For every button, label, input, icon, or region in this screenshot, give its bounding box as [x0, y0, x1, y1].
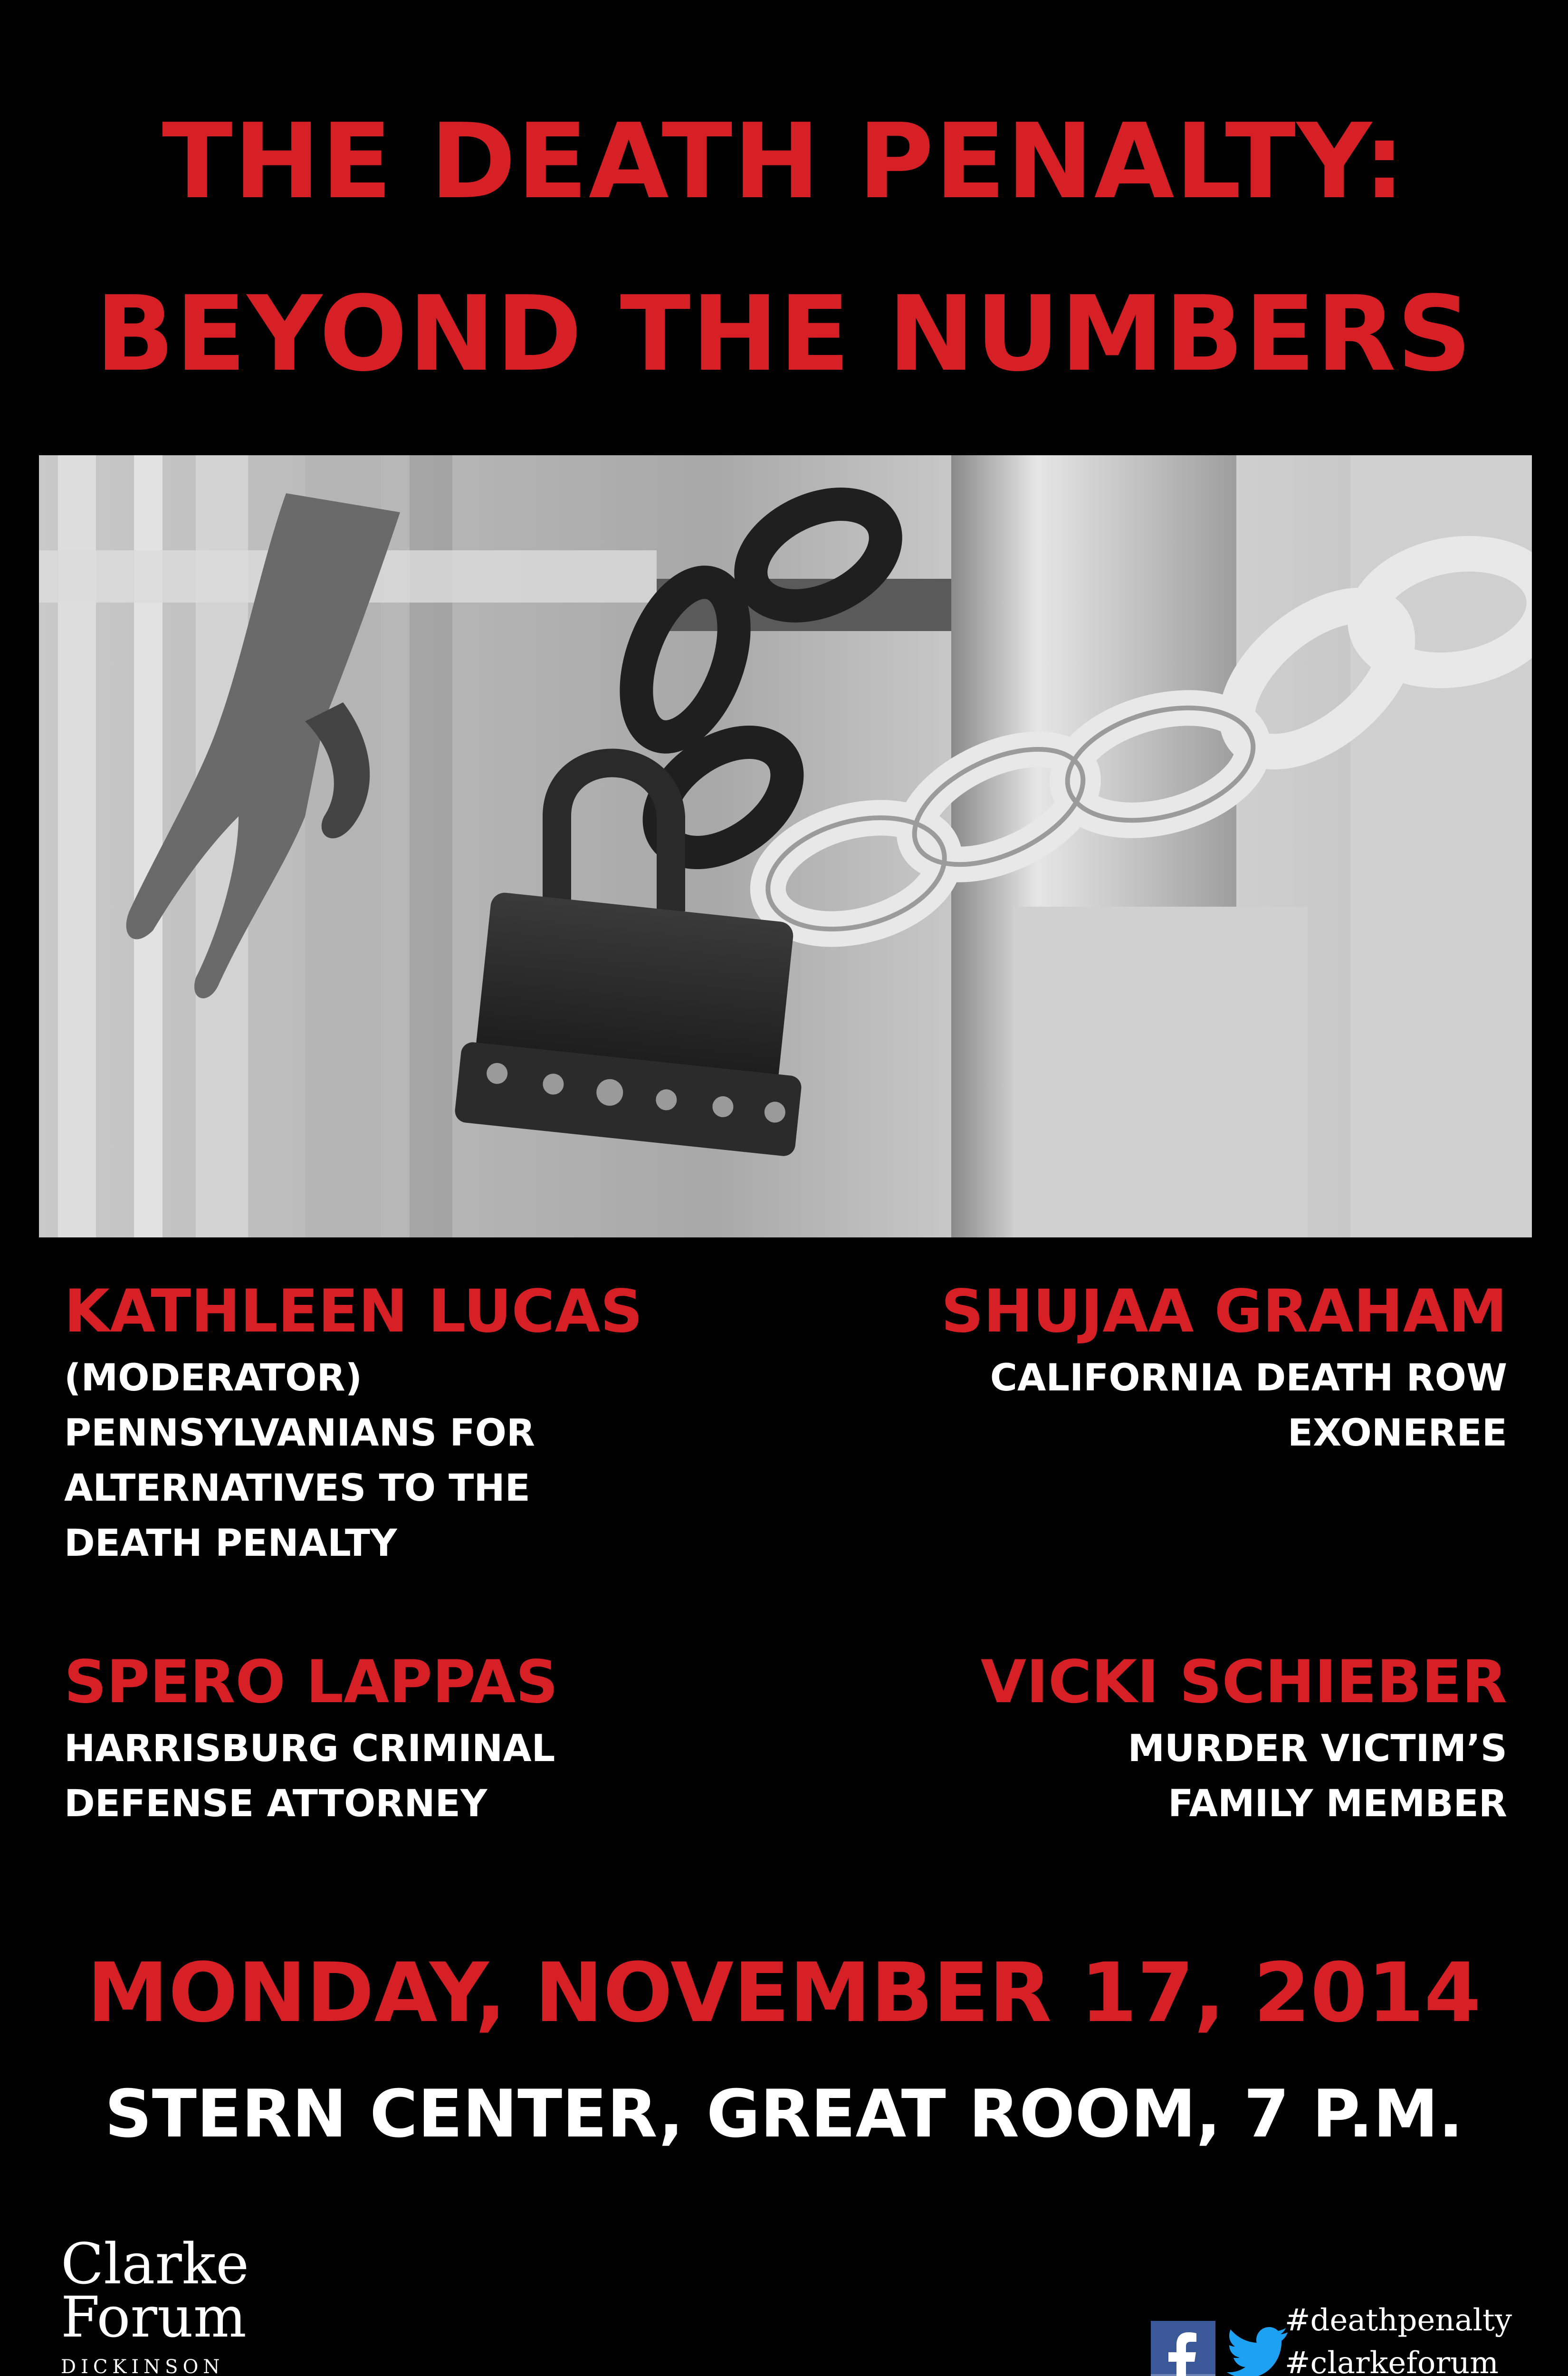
- speaker-card-vicki-schieber: [980, 1648, 1507, 1831]
- hashtags: [1285, 2299, 1512, 2376]
- speaker-role-line: EXONEREE: [1287, 1412, 1507, 1455]
- speaker-role-line: DEATH PENALTY: [64, 1522, 397, 1565]
- hashtag[interactable]: #deathpenalty: [1284, 2303, 1512, 2338]
- speaker-name: KATHLEEN LUCAS: [64, 1277, 643, 1346]
- speaker-name: VICKI SCHIEBER: [980, 1648, 1507, 1716]
- event-date: MONDAY, NOVEMBER 17, 2014: [87, 1945, 1481, 2041]
- logo-line-3: DICKINSON: [61, 2356, 225, 2376]
- speaker-role-line: PENNSYLVANIANS FOR: [64, 1412, 535, 1455]
- speaker-name: SHUJAA GRAHAM: [941, 1277, 1507, 1346]
- hashtag[interactable]: #clarkeforum: [1284, 2346, 1499, 2376]
- speaker-role-line: (MODERATOR): [64, 1357, 363, 1399]
- logo-line-2: Forum: [61, 2284, 247, 2350]
- speaker-name: SPERO LAPPAS: [64, 1648, 558, 1716]
- speaker-role-line: MURDER VICTIM’S: [1128, 1727, 1507, 1770]
- social-block: [1151, 2299, 1512, 2376]
- title-line-2: BEYOND THE NUMBERS: [95, 274, 1473, 394]
- speaker-role-line: DEFENSE ATTORNEY: [64, 1782, 488, 1825]
- speaker-card-shujaa-graham: [941, 1277, 1507, 1461]
- padlock-chain-photo: [39, 455, 1532, 1237]
- speaker-role-line: HARRISBURG CRIMINAL: [64, 1727, 555, 1770]
- speaker-card-kathleen-lucas: [64, 1277, 643, 1571]
- speaker-card-spero-lappas: [64, 1648, 558, 1831]
- title-line-1: THE DEATH PENALTY:: [162, 102, 1406, 222]
- speaker-role-line: CALIFORNIA DEATH ROW: [990, 1357, 1507, 1399]
- event-venue: STERN CENTER, GREAT ROOM, 7 P.M.: [105, 2076, 1463, 2152]
- twitter-icon[interactable]: [1227, 2326, 1289, 2376]
- speaker-role-line: ALTERNATIVES TO THE: [64, 1467, 530, 1510]
- speaker-role-line: FAMILY MEMBER: [1168, 1782, 1507, 1825]
- clarke-forum-logo: [61, 2231, 249, 2376]
- logo-line-1: Clarke: [61, 2231, 249, 2297]
- facebook-icon[interactable]: [1151, 2321, 1215, 2376]
